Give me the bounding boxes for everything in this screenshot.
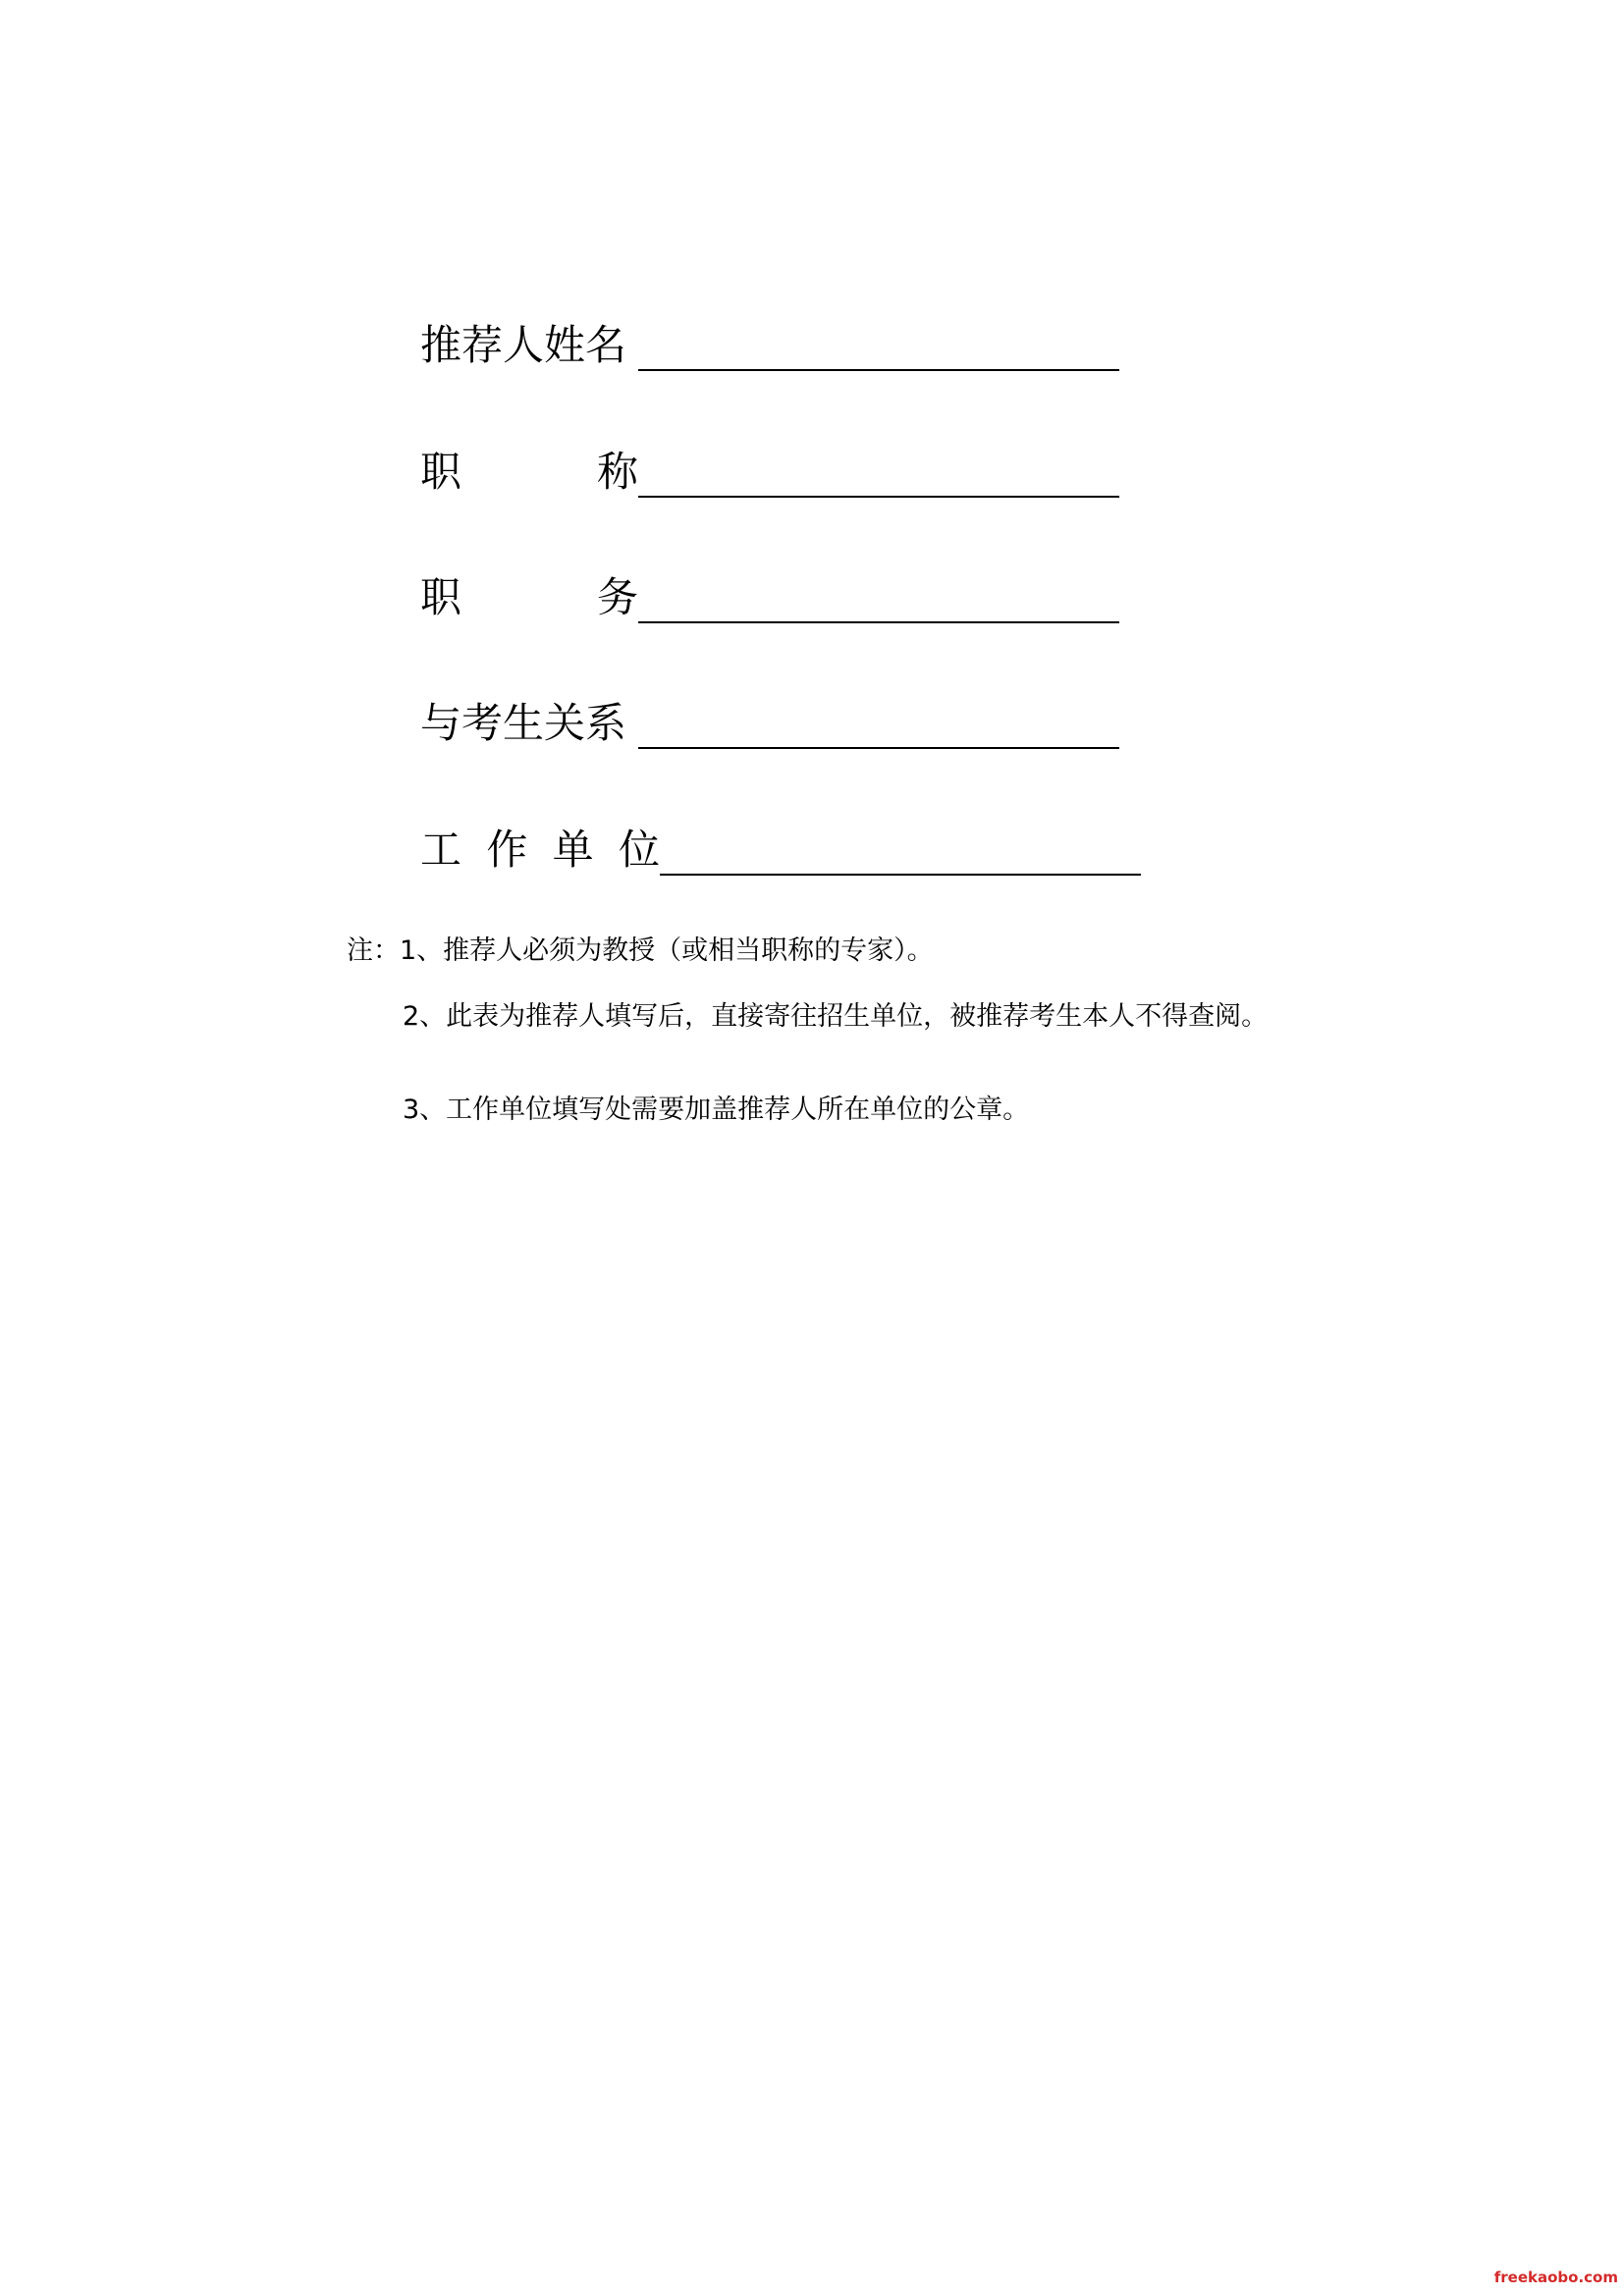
recommender-name-underline[interactable]: [638, 322, 1119, 371]
position-field[interactable]: [420, 564, 1119, 623]
relation-underline[interactable]: [638, 700, 1119, 749]
work-unit-label-char-1: 工: [420, 826, 462, 874]
professional-title-label-char-2: 称: [596, 448, 638, 496]
recommender-name-field[interactable]: [420, 312, 1119, 371]
professional-title-underline[interactable]: [638, 449, 1119, 498]
position-label-char-2: 务: [596, 573, 638, 621]
position-label-char-1: 职: [420, 573, 462, 621]
work-unit-field[interactable]: [420, 817, 1141, 876]
position-underline[interactable]: [638, 574, 1119, 623]
professional-title-field[interactable]: [420, 439, 1119, 498]
note-2: 2、此表为推荐人填写后，直接寄往招生单位，被推荐考生本人不得查阅。: [403, 1001, 1269, 1032]
relation-field[interactable]: [420, 690, 1119, 749]
watermark-text: freekaobo.com: [1493, 2269, 1618, 2286]
work-unit-label: [420, 825, 660, 876]
recommender-name-label: 推荐人姓名: [420, 321, 627, 369]
professional-title-label-char-1: 职: [420, 448, 462, 496]
position-label: [420, 572, 638, 623]
relation-label: 与考生关系: [420, 699, 627, 747]
note-1: 注：1、推荐人必须为教授（或相当职称的专家）。: [347, 935, 934, 966]
work-unit-label-char-3: 单: [552, 826, 594, 874]
note-3: 3、工作单位填写处需要加盖推荐人所在单位的公章。: [403, 1095, 1030, 1125]
work-unit-label-char-2: 作: [486, 826, 528, 874]
work-unit-underline[interactable]: [660, 827, 1141, 876]
professional-title-label: [420, 447, 638, 498]
work-unit-label-char-4: 位: [618, 826, 660, 874]
